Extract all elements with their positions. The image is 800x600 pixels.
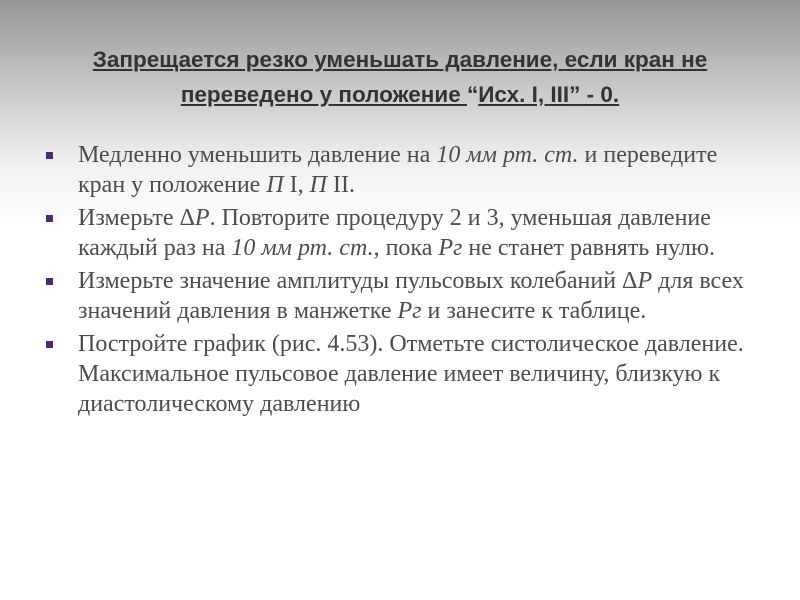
square-bullet-icon: [46, 278, 53, 285]
bullet-item-2: [44, 203, 764, 263]
bullet-list: [44, 140, 764, 422]
text: Измерьте Δ: [78, 205, 195, 231]
title-quote-open: “: [466, 82, 479, 107]
text: и переведите кран у положение: [78, 142, 718, 198]
text: для всех значений давления в манжетке: [78, 268, 744, 324]
text: Постройте график (рис. 4.53). Отметьте систолическое давление. Максимальное пульсовое давление имеет величину, близкую к диастолическому давлению: [78, 331, 744, 417]
title-quote-close: ”: [569, 82, 581, 107]
text: Измерьте значение амплитуды пульсовых колебаний Δ: [78, 268, 638, 294]
italic-text: Р: [194, 205, 210, 231]
slide-title: [40, 42, 760, 112]
text: , пока: [373, 235, 439, 261]
bullet-item-4: [44, 329, 764, 419]
text: II.: [327, 172, 355, 198]
text: . Повторите процедуру 2 и 3, уменьшая давление каждый раз на: [78, 205, 711, 261]
text: Медленно уменьшить давление на: [78, 142, 437, 168]
italic-text: Рг: [438, 235, 463, 261]
italic-text: П: [309, 172, 328, 198]
title-part1: Запрещается резко уменьшать давление, если кран не переведено у положение: [92, 47, 708, 107]
square-bullet-icon: [46, 215, 53, 222]
italic-text: П: [266, 172, 284, 198]
bullet-item-1: [44, 140, 764, 200]
square-bullet-icon: [46, 152, 53, 159]
bullet-item-3: [44, 266, 764, 326]
square-bullet-icon: [46, 341, 53, 348]
italic-text: 10 мм рт. ст.: [436, 142, 579, 168]
title-part2: Исх. I, III: [478, 82, 570, 107]
text: и занесите к таблице.: [421, 298, 647, 324]
italic-text: 10 мм рт. ст.: [231, 235, 374, 261]
text: I,: [283, 172, 310, 198]
italic-text: Р: [637, 268, 653, 294]
italic-text: Рг: [397, 298, 422, 324]
title-part3: - 0.: [580, 82, 620, 107]
text: не станет равнять нулю.: [462, 235, 715, 261]
